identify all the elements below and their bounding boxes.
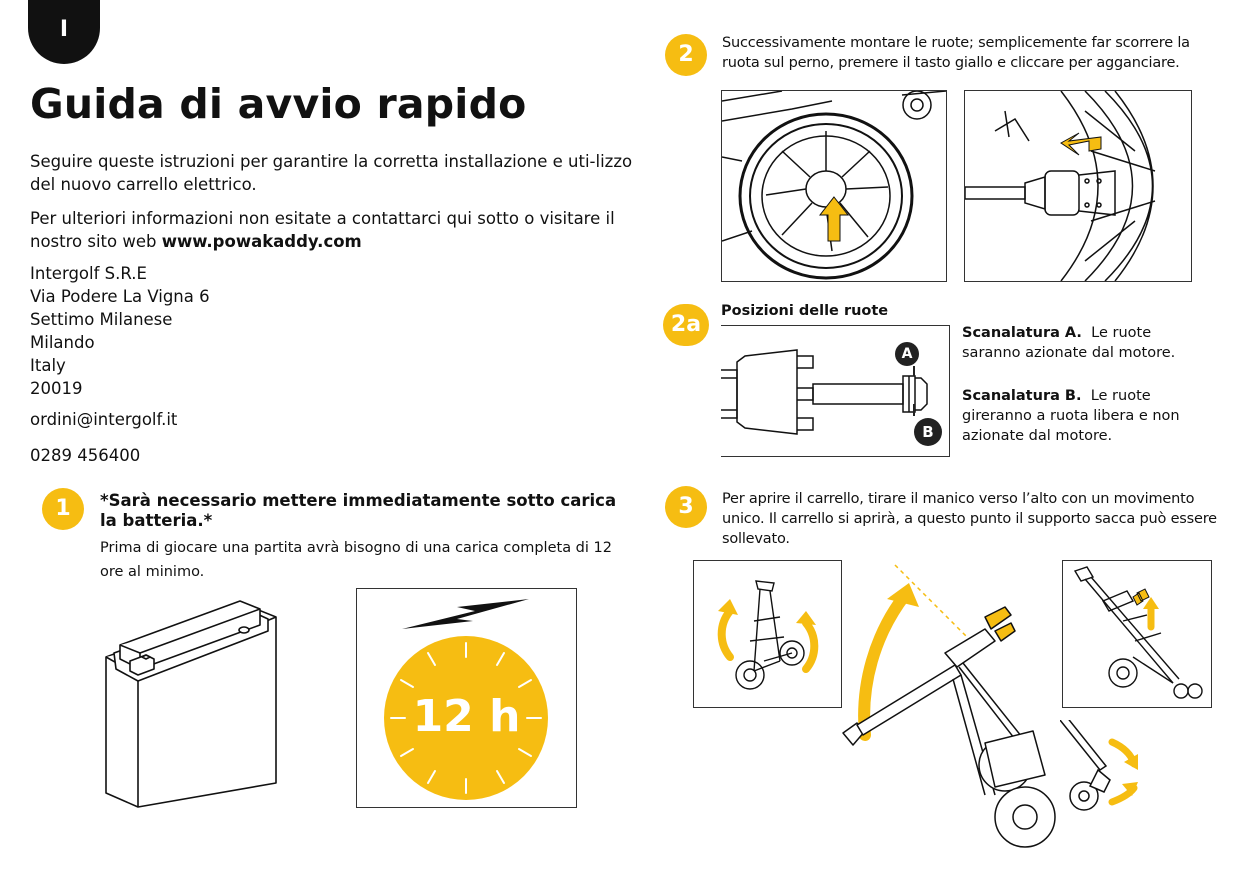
address-block [30, 262, 210, 400]
wheel-front-icon [722, 91, 946, 281]
rotate-arrow-left-icon [722, 611, 730, 657]
page-title: Guida di avvio rapido [30, 80, 527, 128]
address-line: Italy [30, 356, 66, 375]
charge-time-label: 12 h [412, 691, 521, 742]
slot-a-text: Le ruote saranno azionate dal motore. [962, 325, 1176, 361]
charge-time-frame [356, 588, 577, 808]
step-3-text: Per aprire il carrello, tirare il manico verso l’alto con un movimento unico. Il carrello si aprirà, a questo punto il supporto sacca può essere sollevato. [722, 491, 1217, 547]
wheel-mount-side-image [964, 90, 1192, 282]
step-1-heading: *Sarà necessario mettere immediatamente sotto carica la batteria.* [100, 491, 617, 530]
slot-a-pointer [913, 366, 915, 376]
front-wheel-icon [1060, 720, 1140, 830]
step-1-badge: 1 [42, 488, 84, 530]
step-1-body: Prima di giocare una partita avrà bisogno di una carica completa di 12 ore al minimo. [100, 540, 612, 580]
trolley-folded-image [693, 560, 842, 708]
open-trolley-icon [1063, 561, 1211, 707]
phone-number: 0289 456400 [30, 446, 141, 465]
address-line: Milando [30, 333, 95, 352]
wheel-fold-detail [1060, 720, 1140, 830]
slot-a-label: Scanalatura A. [962, 325, 1082, 341]
address-line: Intergolf S.R.E [30, 264, 147, 283]
push-arrow-icon [820, 197, 848, 241]
battery-icon [98, 595, 283, 810]
opening-trolley-icon [835, 555, 1065, 865]
website-link[interactable]: www.powakaddy.com [161, 232, 362, 251]
trolley-opening-illustration [835, 555, 1065, 865]
battery-illustration [98, 595, 283, 810]
wheel-positions-title: Posizioni delle ruote [721, 303, 889, 319]
step-2-text: Successivamente montare le ruote; semplicemente far scorrere la ruota sul perno, premere il tasto giallo e cliccare per agganciare. [722, 35, 1190, 71]
language-tab: I [28, 0, 100, 64]
email-address[interactable]: ordini@intergolf.it [30, 410, 178, 429]
step-2a-badge: 2a [663, 304, 709, 346]
trolley-open-image [1062, 560, 1212, 708]
wheel-mount-front-image [721, 90, 947, 282]
step-3-badge: 3 [665, 486, 707, 528]
step-2-badge: 2 [665, 34, 707, 76]
slot-b-marker: B [914, 418, 942, 446]
slot-a-marker: A [895, 342, 919, 366]
intro-paragraph-1: Seguire queste istruzioni per garantire la corretta installazione e uti-lizzo del nuovo carrello elettrico. [30, 152, 633, 194]
wheel-axle-icon [965, 91, 1191, 281]
rotate-arrow-right-icon [806, 623, 814, 669]
intro-text [30, 150, 650, 264]
slot-a-description [962, 323, 1212, 363]
intro-paragraph-2-text: Per ulteriori informazioni non esitate a contattarci qui sotto o visitare il nostro sito web [30, 209, 615, 251]
lightning-bolt-icon [402, 599, 529, 629]
address-line: 20019 [30, 379, 83, 398]
address-line: Via Podere La Vigna 6 [30, 287, 210, 306]
address-line: Settimo Milanese [30, 310, 173, 329]
slot-b-text: Le ruote gireranno a ruota libera e non azionate dal motore. [962, 388, 1180, 444]
slot-b-label: Scanalatura B. [962, 388, 1082, 404]
folded-trolley-icon [694, 561, 841, 707]
intro-paragraph-2 [30, 207, 650, 253]
slot-b-description [962, 386, 1212, 446]
slot-b-pointer [913, 404, 915, 416]
